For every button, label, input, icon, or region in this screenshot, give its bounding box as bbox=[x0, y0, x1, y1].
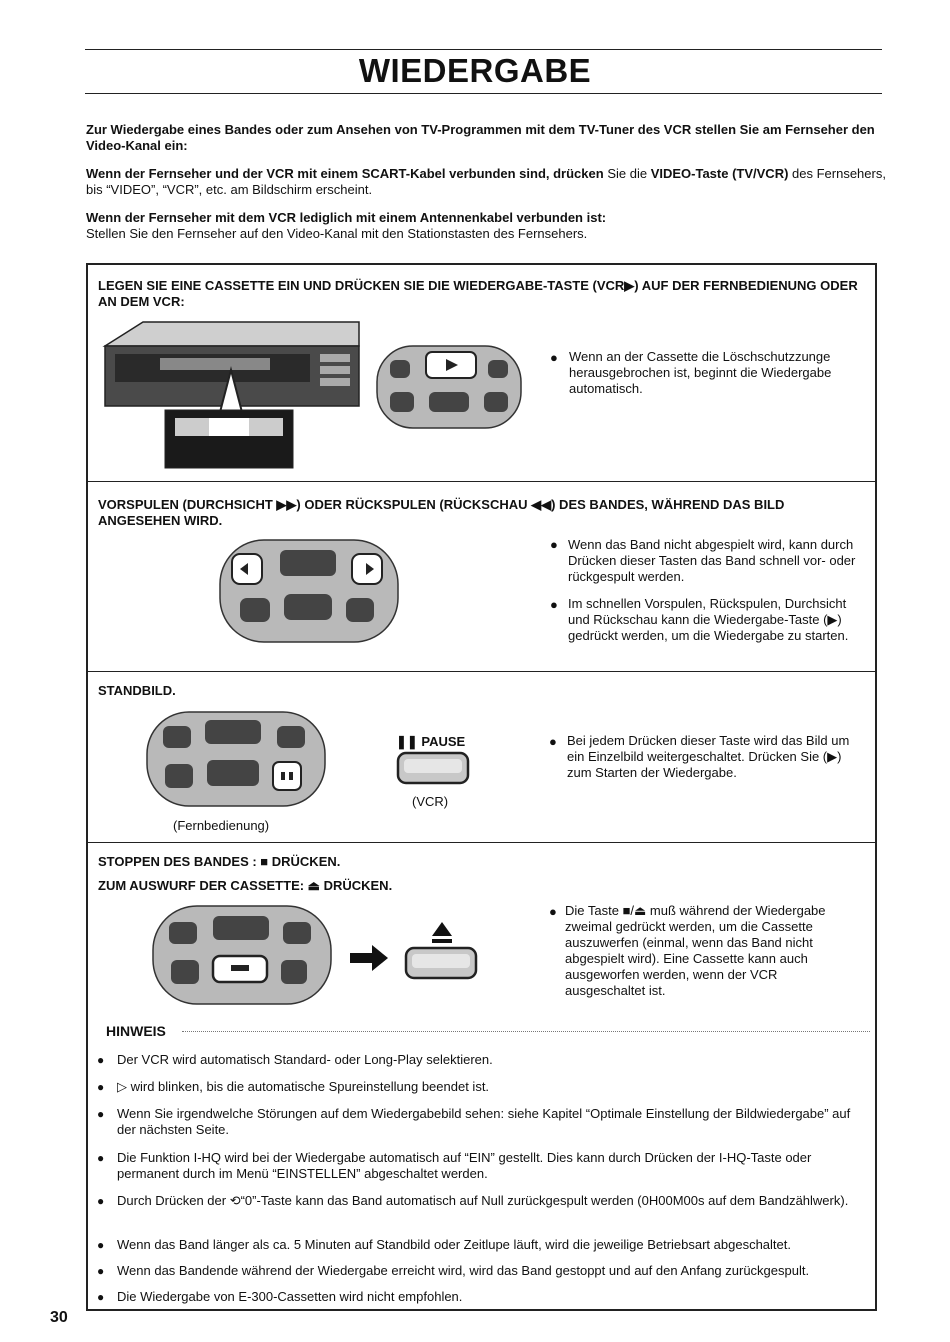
section-play-bullet: Wenn an der Cassette die Löschschutzzunge herausgebrochen ist, beginnt die Wiedergabe automatisch. bbox=[569, 349, 832, 396]
vcr-cassette-illustration bbox=[105, 318, 365, 470]
title-rule-top bbox=[85, 49, 882, 50]
section-separator bbox=[86, 671, 877, 672]
bullet-dot: ● bbox=[97, 1107, 105, 1121]
section-search-title: VORSPULEN (DURCHSICHT ▶▶) ODER RÜCKSPULEN (RÜCKSCHAU ◀◀) DES BANDES, WÄHREND DAS BILD ANGESEHEN WIRD. bbox=[98, 497, 785, 528]
bullet-dot: ● bbox=[550, 537, 558, 552]
bullet-dot: ● bbox=[97, 1238, 105, 1252]
bullet-dot: ● bbox=[550, 597, 558, 612]
intro-p2-rest: Sie die bbox=[603, 166, 651, 181]
section-search-bullet-2: Im schnellen Vorspulen, Rückspulen, Durchsicht und Rückschau kann die Wiedergabe-Taste (▶) gedrückt werden, um die Wiedergabe zu starten. bbox=[568, 596, 849, 643]
remote-search-illustration bbox=[218, 536, 400, 644]
pause-label: ❚❚ PAUSE bbox=[396, 734, 466, 749]
remote-label: (Fernbedienung) bbox=[173, 818, 270, 833]
hinweis-item: Der VCR wird automatisch Standard- oder Long-Play selektieren. bbox=[117, 1052, 493, 1067]
bullet-dot: ● bbox=[97, 1290, 105, 1304]
intro-paragraph-1: Zur Wiedergabe eines Bandes oder zum Ansehen von TV-Programmen mit dem TV-Tuner des VCR stellen Sie am Fernseher den Video-Kanal ein: bbox=[86, 122, 875, 153]
section-still-bullet: Bei jedem Drücken dieser Taste wird das Bild um ein Einzelbild weitergeschaltet. Drücken Sie (▶) zum Starten der Wiedergabe. bbox=[567, 733, 850, 780]
hinweis-item: Die Wiedergabe von E-300-Cassetten wird nicht empfohlen. bbox=[117, 1289, 463, 1304]
bullet-dot: ● bbox=[550, 350, 558, 365]
intro-p2-bold: Wenn der Fernseher und der VCR mit einem SCART-Kabel verbunden sind, drücken bbox=[86, 166, 604, 181]
intro-p2-end: des Fernsehers, bis “VIDEO”, “VCR”, etc. am Bildschirm erscheint. bbox=[86, 166, 886, 197]
section-still-title: STANDBILD. bbox=[98, 683, 176, 698]
remote-stop-illustration bbox=[151, 902, 333, 1006]
hinweis-item: Wenn das Bandende während der Wiedergabe erreicht wird, wird das Band gestoppt und auf den Anfang zurückgespult. bbox=[117, 1263, 810, 1278]
bullet-dot: ● bbox=[97, 1080, 105, 1094]
vcr-label: (VCR) bbox=[412, 794, 449, 809]
section-play-title: LEGEN SIE EINE CASSETTE EIN UND DRÜCKEN SIE DIE WIEDERGABE-TASTE (VCR▶) AUF DER FERNBEDIENUNG ODER AN DEM VCR: bbox=[98, 278, 858, 309]
bullet-dot: ● bbox=[549, 734, 557, 749]
arrow-icon bbox=[350, 945, 390, 971]
section-eject-title: ZUM AUSWURF DER CASSETTE: ⏏ DRÜCKEN. bbox=[98, 878, 393, 893]
intro-paragraph-3-text: Stellen Sie den Fernseher auf den Video-Kanal mit den Stationstasten des Fernsehers. bbox=[86, 226, 588, 241]
title-rule-bottom bbox=[85, 93, 882, 94]
section-separator bbox=[86, 842, 877, 843]
remote-play-illustration bbox=[374, 340, 524, 430]
intro-p2-bold2: VIDEO-Taste (TV/VCR) bbox=[650, 166, 789, 181]
hinweis-item: ▷ wird blinken, bis die automatische Spureinstellung beendet ist. bbox=[117, 1079, 490, 1094]
bullet-dot: ● bbox=[97, 1264, 105, 1278]
hinweis-item: Wenn Sie irgendwelche Störungen auf dem Wiedergabebild sehen: siehe Kapitel “Optimale Einstellung der Bildwiedergabe” auf der nächsten Seite. bbox=[117, 1106, 851, 1137]
section-stop-title: STOPPEN DES BANDES : ■ DRÜCKEN. bbox=[98, 854, 341, 869]
remote-pause-illustration bbox=[145, 708, 327, 808]
bullet-dot: ● bbox=[97, 1053, 105, 1067]
eject-button-illustration bbox=[404, 920, 480, 982]
hinweis-item: Durch Drücken der ⟲“0”-Taste kann das Band automatisch auf Null zurückgespult werden (0H00M00s auf dem Bandzählwerk). bbox=[117, 1193, 849, 1208]
bullet-dot: ● bbox=[97, 1194, 105, 1208]
hinweis-item: Die Funktion I-HQ wird bei der Wiedergabe automatisch auf “EIN” gestellt. Dies kann durch Drücken der I-HQ-Taste oder permanent durch im Menü “EINSTELLEN” abgeschaltet werden. bbox=[117, 1150, 812, 1181]
page-title: WIEDERGABE bbox=[358, 52, 592, 89]
bullet-dot: ● bbox=[97, 1151, 105, 1165]
section-search-bullet-1: Wenn das Band nicht abgespielt wird, kann durch Drücken dieser Tasten das Band schnell vor- oder rückgespult werden. bbox=[568, 537, 856, 584]
page-number: 30 bbox=[50, 1309, 68, 1326]
section-stop-bullet: Die Taste ■/⏏ muß während der Wiedergabe zweimal gedrückt werden, um die Cassette auszuwerfen (einmal, wenn das Band nicht abgespielt wird). Eine Cassette kann auch ausgeworfen werden, wenn der VCR ausgeschaltet ist. bbox=[565, 903, 826, 998]
hinweis-rule bbox=[182, 1031, 870, 1032]
intro-paragraph-2 bbox=[86, 166, 886, 198]
hinweis-heading: HINWEIS bbox=[106, 1023, 166, 1039]
intro-paragraph-3-heading: Wenn der Fernseher mit dem VCR lediglich mit einem Antennenkabel verbunden ist: bbox=[86, 210, 607, 225]
vcr-pause-button-illustration bbox=[396, 751, 472, 789]
bullet-dot: ● bbox=[549, 904, 557, 919]
section-separator bbox=[86, 481, 877, 482]
hinweis-item: Wenn das Band länger als ca. 5 Minuten auf Standbild oder Zeitlupe läuft, wird die jeweilige Betriebsart abgeschaltet. bbox=[117, 1237, 791, 1252]
